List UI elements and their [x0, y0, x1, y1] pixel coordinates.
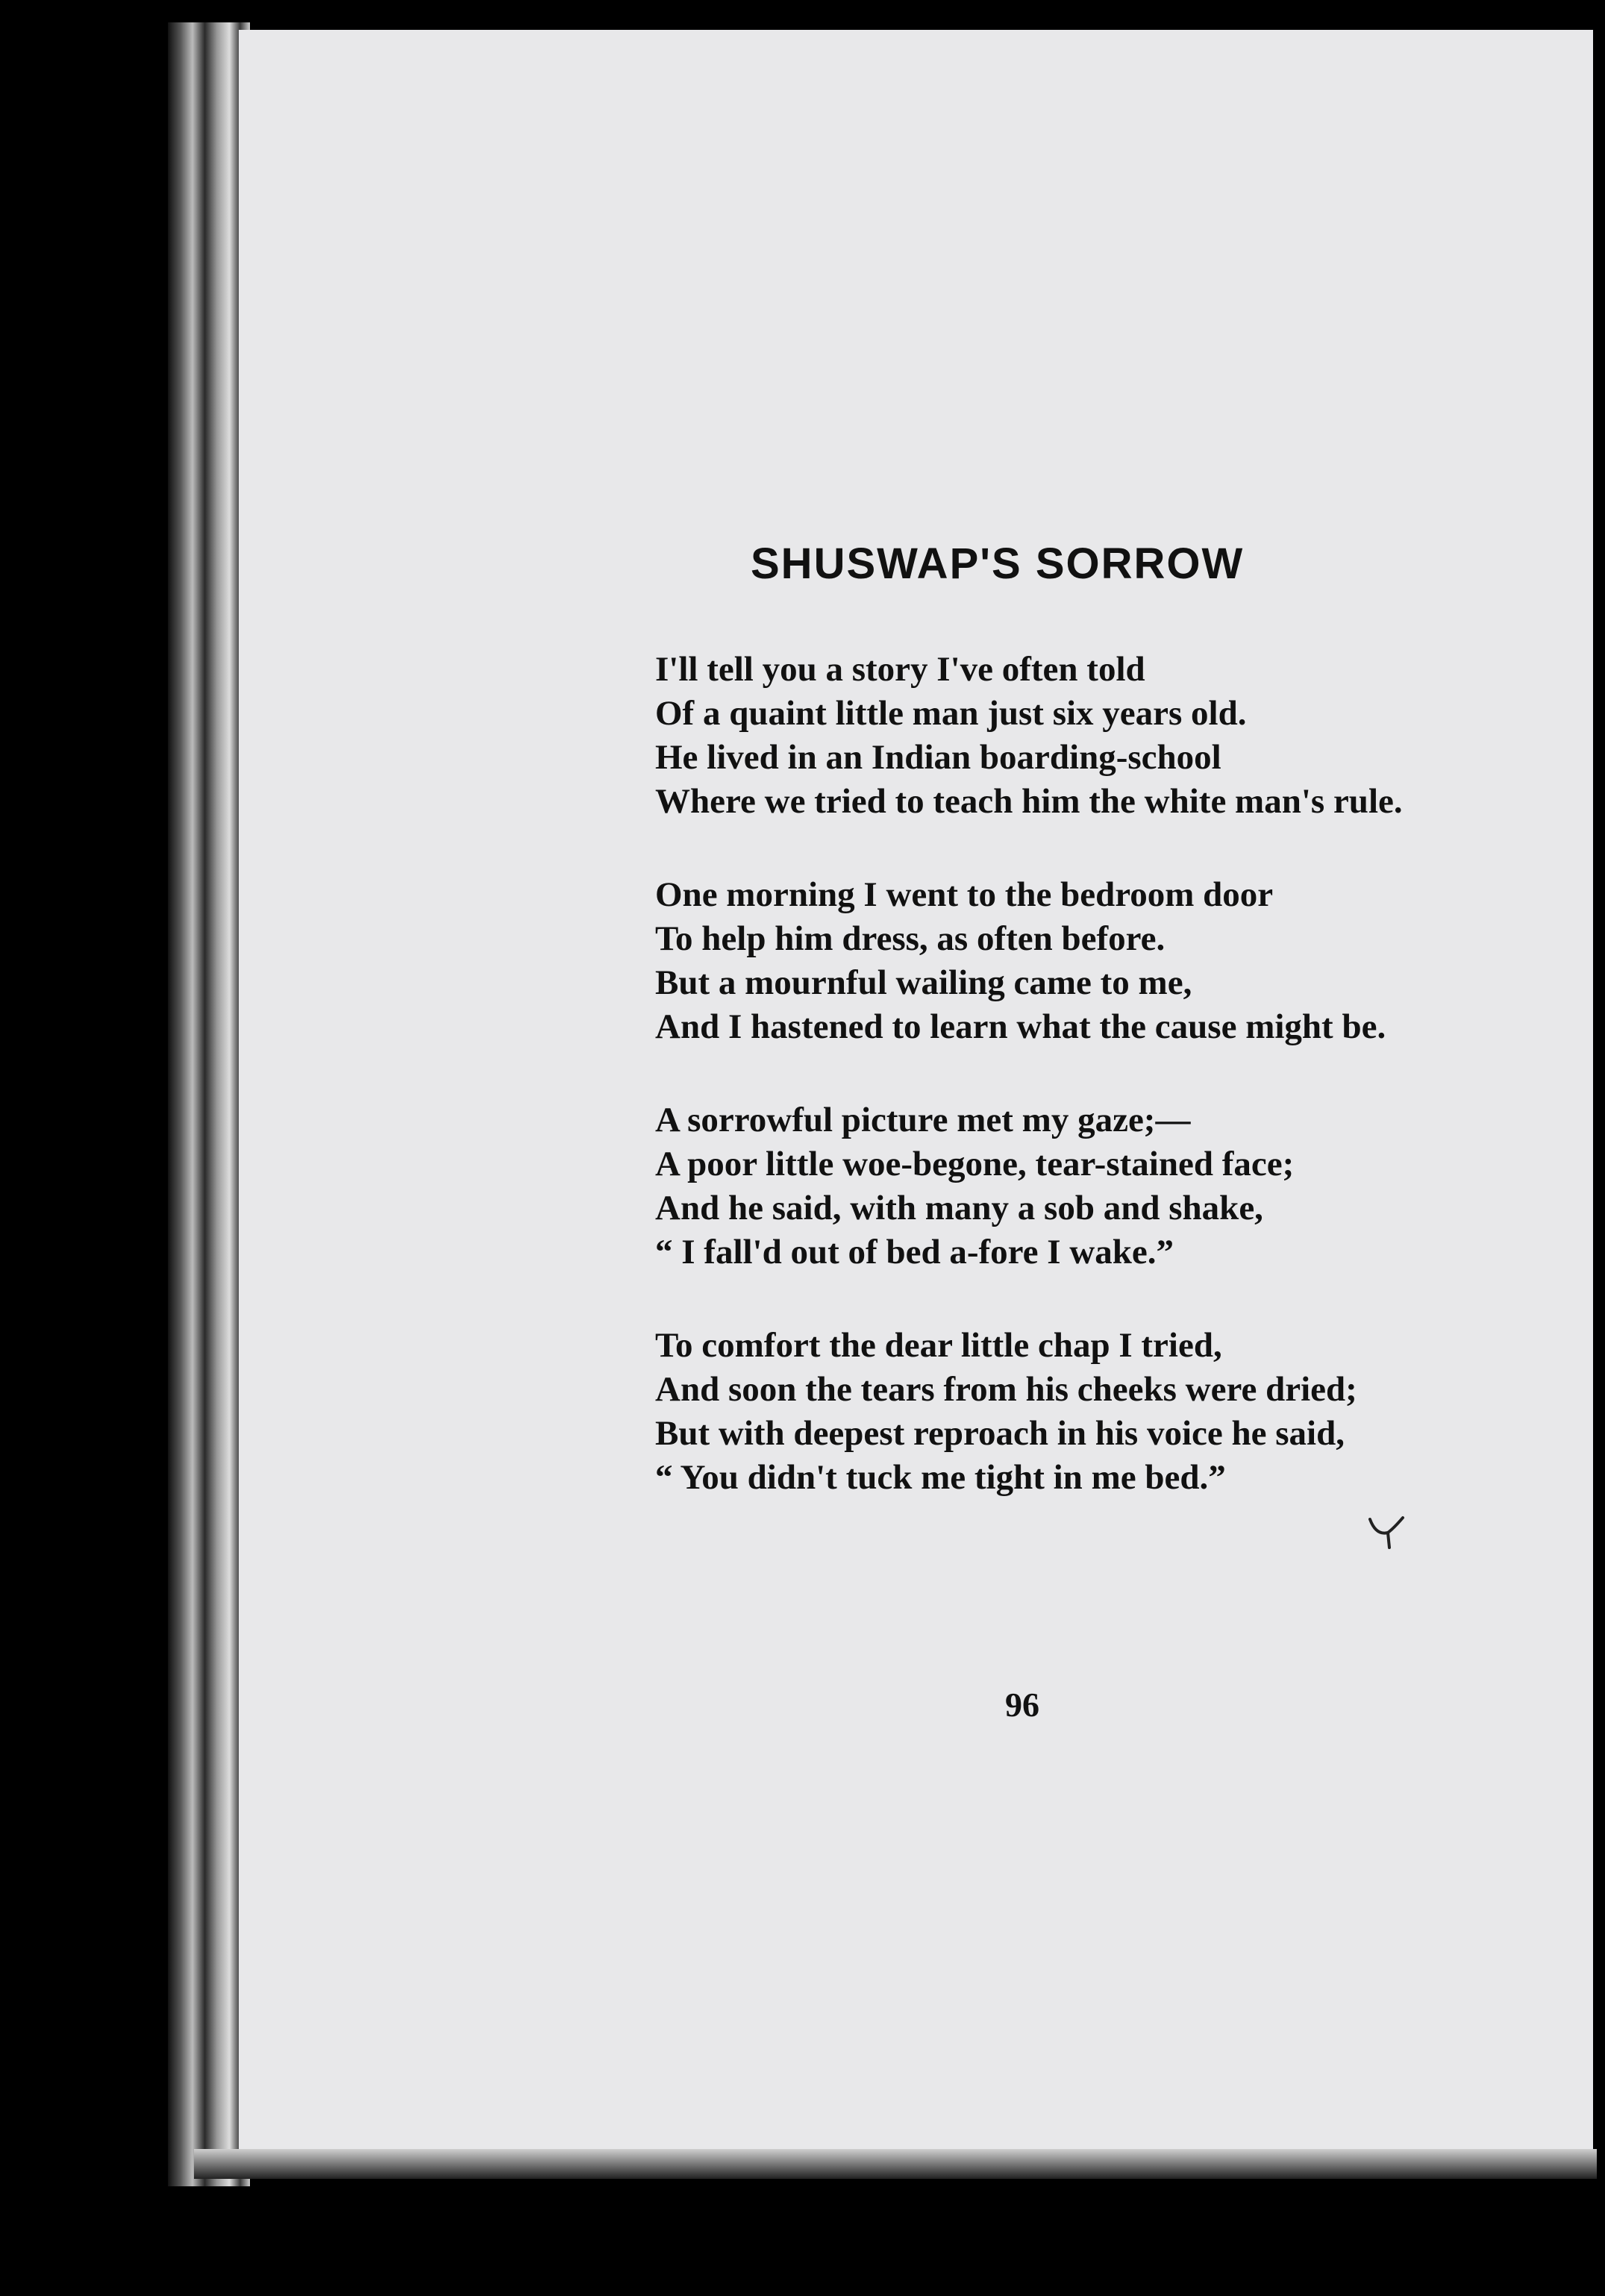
poem-line: “ You didn't tuck me tight in me bed.” — [655, 1458, 1226, 1497]
stanza — [655, 648, 1536, 824]
book-spine-edge — [168, 22, 250, 2186]
poem-line: A poor little woe-begone, tear-stained face; — [655, 1145, 1295, 1183]
poem-line: To comfort the dear little chap I tried, — [655, 1326, 1222, 1365]
poem-line: But a mournful wailing came to me, — [655, 963, 1192, 1002]
page-number: 96 — [1005, 1686, 1039, 1724]
poem-line: And he said, with many a sob and shake, — [655, 1189, 1263, 1227]
poem-line: And soon the tears from his cheeks were dried; — [655, 1370, 1357, 1409]
stanza — [655, 873, 1536, 1049]
stanza — [655, 1098, 1536, 1274]
poem-body — [655, 648, 1536, 1549]
pencil-check-mark-icon — [1365, 1506, 1418, 1551]
poem-line: Of a quaint little man just six years old. — [655, 694, 1247, 733]
poem-line: He lived in an Indian boarding-school — [655, 738, 1221, 777]
poem-line: And I hastened to learn what the cause might be. — [655, 1007, 1386, 1046]
poem-line: Where we tried to teach him the white man's rule. — [655, 782, 1403, 821]
poem-line: One morning I went to the bedroom door — [655, 875, 1274, 914]
poem-line: A sorrowful picture met my gaze;— — [655, 1101, 1191, 1139]
poem-line: But with deepest reproach in his voice he said, — [655, 1414, 1345, 1453]
poem-line: “ I fall'd out of bed a-fore I wake.” — [655, 1233, 1174, 1271]
poem-line: To help him dress, as often before. — [655, 919, 1166, 958]
poem-title: SHUSWAP'S SORROW — [751, 539, 1245, 588]
poem-line: I'll tell you a story I've often told — [655, 650, 1145, 689]
page-bottom-edge — [194, 2149, 1597, 2179]
stanza — [655, 1324, 1536, 1500]
